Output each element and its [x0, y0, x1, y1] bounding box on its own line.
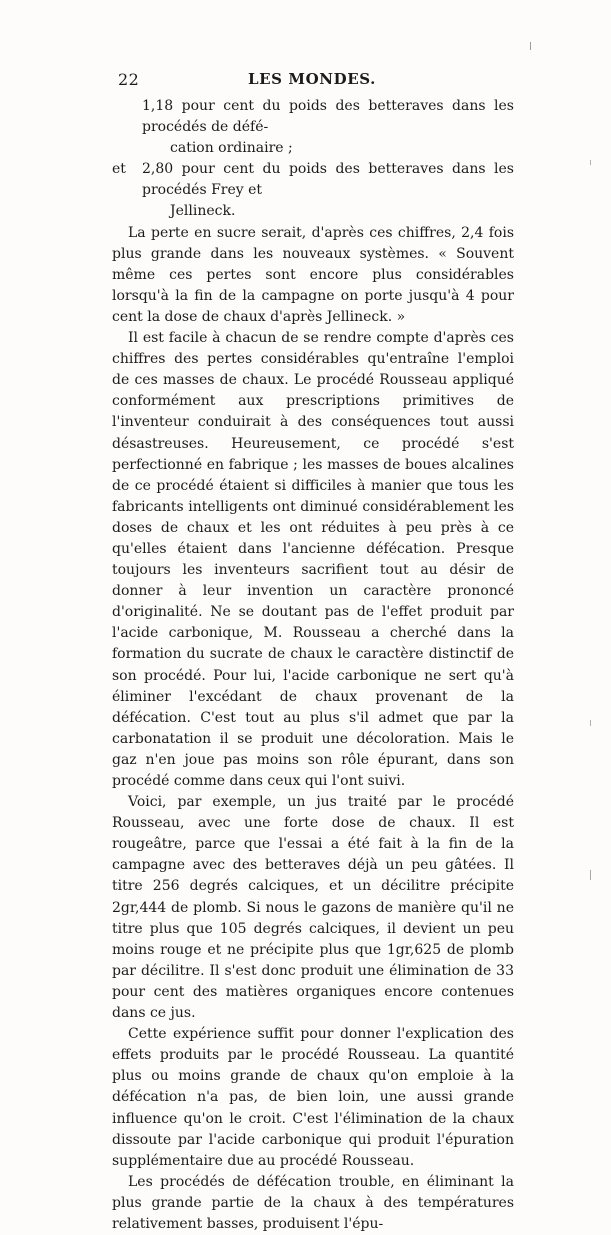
paragraph: Les procédés de défécation trouble, en éliminant la plus grande partie de la chaux à des températures relativement basses, produisent l'épu- — [112, 1173, 514, 1232]
list-continuation: Jellineck. — [170, 203, 236, 220]
list-continuation: cation ordinaire ; — [170, 140, 293, 157]
list-item — [112, 96, 514, 159]
scan-mark — [590, 720, 591, 726]
list-lead: et — [112, 161, 126, 178]
paragraph: La perte en sucre serait, d'après ces chiffres, 2,4 fois plus grande dans les nouveaux systèmes. « Souvent même ces pertes sont encore plus considérables lorsqu'à la fin de la campagne on porte jusqu'à 4 pour cent la dose de chaux d'après Jellineck. » — [112, 224, 514, 325]
paragraph: Cette expérience suffit pour donner l'explication des effets produits par le procédé Rousseau. La quantité plus ou moins grande de chaux qu'on emploie à la défécation n'a pas, de bien loin, une aussi grande influence qu'on le croit. C'est l'élimination de la chaux dissoute par l'acide carbonique qui produit l'épuration supplémentaire due au procédé Rousseau. — [112, 1026, 514, 1169]
list-item — [112, 159, 514, 222]
paragraph: Voici, par exemple, un jus traité par le procédé Rousseau, avec une forte dose de chaux. Il est rougeâtre, parce que l'essai a été fait à la fin de la campagne avec des betteraves déjà un peu gâtées. Il titre 256 degrés calciques, et un décilitre précipite 2gr,444 de plomb. Si nous le gazons de manière qu'il ne titre plus que 105 degrés calciques, il devient un peu moins rouge et ne précipite plus que 1gr,625 de plomb par décilitre. Il s'est donc produit une élimination de 33 pour cent des matières organiques encore contenues dans ce jus. — [112, 794, 514, 1022]
paragraph: Il est facile à chacun de se rendre compte d'après ces chiffres des pertes considérables qu'entraîne l'emploi de ces masses de chaux. Le procédé Rousseau appliqué conformément aux prescriptions primitives de l'inventeur conduirait à des conséquences tout aussi désastreuses. Heureusement, ce procédé s'est perfectionné en fabrique ; les masses de boues alcalines de ce procédé étaient si difficiles à manier que tous les fabricants intelligents ont diminué considérablement les doses de chaux et les ont réduites à peu près à ce qu'elles étaient dans l'ancienne défécation. Presque toujours les inventeurs sacrifient tout au désir de donner à leur invention un caractère prononcé d'originalité. Ne se doutant pas de l'effet produit par l'acide carbonique, M. Rousseau a cherché dans la formation du sucrate de chaux le caractère distinctif de son procédé. Pour lui, l'acide carbonique ne sert qu'à éliminer l'excédant de chaux provenant de la défécation. C'est tout au plus s'il admet que par la carbonatation il se produit une décoloration. Mais le gaz n'en joue pas moins son rôle épurant, dans son procédé comme dans ceux qui l'ont suivi. — [112, 330, 514, 789]
scan-mark — [530, 42, 531, 50]
page-header — [118, 70, 503, 92]
scan-mark — [590, 870, 591, 880]
scan-mark — [590, 160, 591, 165]
page-number: 22 — [118, 70, 140, 89]
list-text: 1,18 pour cent du poids des betteraves dans les procédés de défé- — [142, 98, 514, 136]
body-text — [112, 96, 514, 1235]
list-text: 2,80 pour cent du poids des betteraves dans les procédés Frey et — [142, 161, 514, 199]
running-title: LES MONDES. — [248, 70, 376, 88]
